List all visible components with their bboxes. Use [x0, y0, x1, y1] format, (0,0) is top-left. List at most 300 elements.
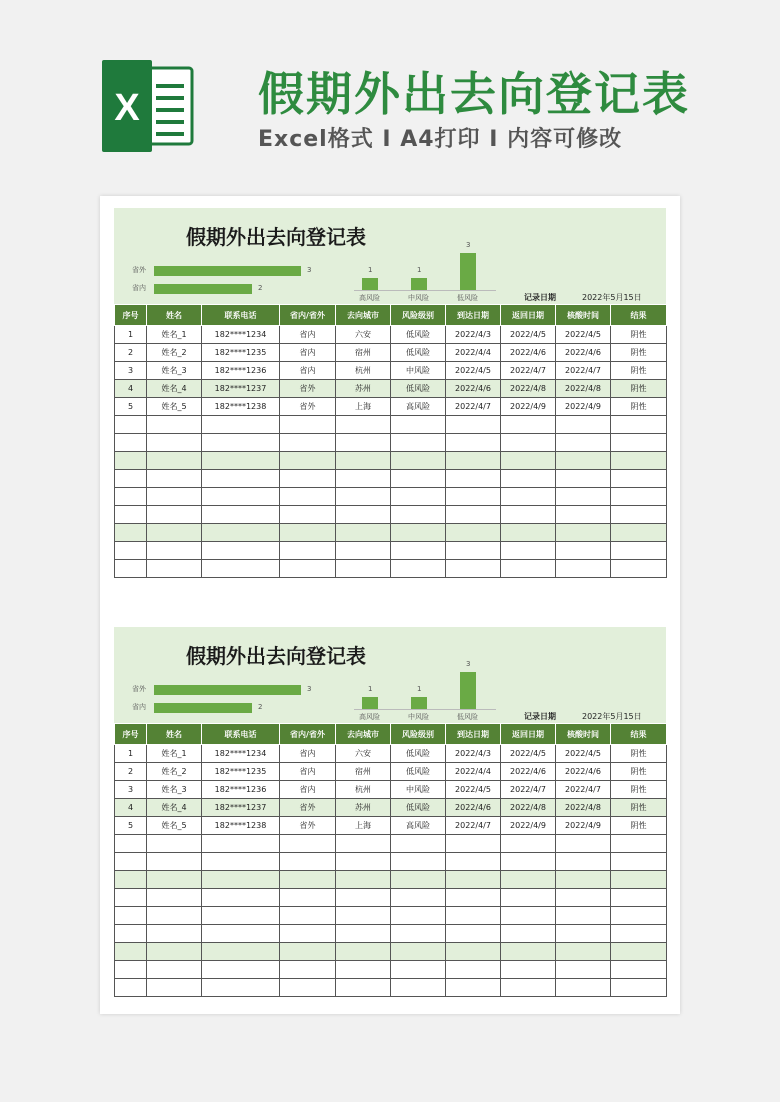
vbar-value: 1 [368, 265, 373, 274]
empty-cell [202, 961, 280, 979]
vbar [411, 697, 427, 709]
column-header: 省内/省外 [280, 724, 336, 745]
empty-cell [556, 452, 611, 470]
column-header: 序号 [115, 305, 147, 326]
table-cell: 2 [115, 344, 147, 362]
table-cell: 5 [115, 817, 147, 835]
empty-cell [280, 979, 336, 997]
table-cell: 182****1235 [202, 344, 280, 362]
empty-cell [446, 524, 501, 542]
table-cell: 杭州 [336, 362, 391, 380]
empty-cell [501, 488, 556, 506]
empty-cell [147, 871, 202, 889]
empty-cell [611, 470, 667, 488]
empty-cell [336, 979, 391, 997]
table-cell: 阴性 [611, 817, 667, 835]
vbar [362, 697, 378, 709]
table-cell: 3 [115, 362, 147, 380]
table-row [115, 853, 667, 871]
empty-cell [115, 853, 147, 871]
table-row [115, 979, 667, 997]
table-cell: 宿州 [336, 344, 391, 362]
empty-cell [446, 943, 501, 961]
empty-cell [556, 961, 611, 979]
table-cell: 姓名_5 [147, 817, 202, 835]
sheet-title: 假期外出去向登记表 [186, 644, 366, 668]
table-cell: 182****1237 [202, 799, 280, 817]
empty-cell [115, 961, 147, 979]
table-cell: 省内 [280, 344, 336, 362]
table-cell: 2022/4/3 [446, 326, 501, 344]
table-row [115, 488, 667, 506]
empty-cell [115, 835, 147, 853]
table-row [115, 817, 667, 835]
table-row [115, 745, 667, 763]
empty-cell [336, 925, 391, 943]
table-cell: 2 [115, 763, 147, 781]
empty-cell [446, 853, 501, 871]
vbar-label: 高风险 [359, 294, 380, 302]
table-head [115, 724, 667, 745]
table-row [115, 961, 667, 979]
table-cell: 省内 [280, 326, 336, 344]
table-cell: 2022/4/6 [446, 380, 501, 398]
empty-cell [280, 889, 336, 907]
table-row [115, 560, 667, 578]
table-cell: 182****1237 [202, 380, 280, 398]
empty-cell [501, 943, 556, 961]
table-row [115, 835, 667, 853]
table-cell: 2022/4/9 [556, 398, 611, 416]
table-cell: 4 [115, 799, 147, 817]
hbar [154, 685, 301, 695]
table-row [115, 326, 667, 344]
empty-cell [147, 488, 202, 506]
column-header: 返回日期 [501, 305, 556, 326]
empty-cell [115, 524, 147, 542]
table-cell: 姓名_1 [147, 326, 202, 344]
empty-cell [336, 871, 391, 889]
empty-cell [280, 961, 336, 979]
empty-cell [147, 560, 202, 578]
table-cell: 姓名_3 [147, 362, 202, 380]
table-cell: 1 [115, 326, 147, 344]
sheet-header-band [114, 208, 666, 304]
table-row [115, 542, 667, 560]
empty-cell [446, 470, 501, 488]
page-header [0, 0, 780, 190]
table-cell: 宿州 [336, 763, 391, 781]
table-cell: 苏州 [336, 799, 391, 817]
empty-cell [147, 835, 202, 853]
table-cell: 省内 [280, 745, 336, 763]
empty-cell [556, 889, 611, 907]
empty-cell [501, 524, 556, 542]
table-cell: 省外 [280, 380, 336, 398]
header-row [115, 724, 667, 745]
empty-cell [147, 961, 202, 979]
empty-cell [391, 470, 446, 488]
empty-cell [611, 907, 667, 925]
column-header: 序号 [115, 724, 147, 745]
empty-cell [115, 871, 147, 889]
excel-logo-icon [100, 60, 195, 152]
registration-table [114, 304, 667, 578]
table-cell: 2022/4/4 [446, 763, 501, 781]
empty-cell [202, 542, 280, 560]
empty-cell [501, 871, 556, 889]
empty-cell [446, 979, 501, 997]
empty-cell [147, 506, 202, 524]
empty-cell [611, 452, 667, 470]
column-header: 返回日期 [501, 724, 556, 745]
vbar-label: 低风险 [457, 294, 478, 302]
page-subtitle: Excel格式 I A4打印 I 内容可修改 [258, 127, 623, 152]
table-cell: 低风险 [391, 380, 446, 398]
empty-cell [336, 889, 391, 907]
empty-cell [202, 871, 280, 889]
table-row [115, 799, 667, 817]
table-row [115, 398, 667, 416]
empty-cell [391, 506, 446, 524]
hbar [154, 284, 252, 294]
table-cell: 182****1238 [202, 817, 280, 835]
empty-cell [611, 506, 667, 524]
record-date-value: 2022年5月15日 [582, 293, 642, 302]
table-row [115, 506, 667, 524]
column-header: 去向城市 [336, 305, 391, 326]
empty-cell [501, 452, 556, 470]
sheet-preview [100, 196, 680, 1014]
table-cell: 中风险 [391, 781, 446, 799]
table-row [115, 943, 667, 961]
column-header: 姓名 [147, 724, 202, 745]
vbar-value: 1 [368, 684, 373, 693]
table-cell: 2022/4/7 [556, 362, 611, 380]
table-cell: 182****1234 [202, 745, 280, 763]
empty-cell [556, 943, 611, 961]
empty-cell [556, 560, 611, 578]
table-cell: 2022/4/9 [556, 817, 611, 835]
empty-cell [202, 560, 280, 578]
table-row [115, 416, 667, 434]
empty-cell [280, 853, 336, 871]
empty-cell [336, 416, 391, 434]
table-cell: 2022/4/5 [446, 781, 501, 799]
vbar-label: 中风险 [408, 294, 429, 302]
empty-cell [556, 488, 611, 506]
empty-cell [446, 488, 501, 506]
empty-cell [446, 452, 501, 470]
sheet-title: 假期外出去向登记表 [186, 225, 366, 249]
table-cell: 姓名_3 [147, 781, 202, 799]
empty-cell [336, 943, 391, 961]
empty-cell [280, 871, 336, 889]
table-cell: 2022/4/5 [501, 326, 556, 344]
excel-logo-letter: X [114, 87, 140, 129]
empty-cell [391, 907, 446, 925]
table-cell: 姓名_2 [147, 763, 202, 781]
table-row [115, 344, 667, 362]
empty-cell [336, 452, 391, 470]
column-header: 到达日期 [446, 305, 501, 326]
empty-cell [115, 416, 147, 434]
header-row [115, 305, 667, 326]
table-row [115, 925, 667, 943]
empty-cell [611, 434, 667, 452]
empty-cell [280, 542, 336, 560]
empty-cell [280, 434, 336, 452]
empty-cell [115, 452, 147, 470]
empty-cell [115, 470, 147, 488]
table-cell: 182****1235 [202, 763, 280, 781]
table-row [115, 524, 667, 542]
table-cell: 六安 [336, 745, 391, 763]
table-cell: 姓名_4 [147, 380, 202, 398]
column-header: 核酸时间 [556, 724, 611, 745]
empty-cell [501, 979, 556, 997]
record-date-value: 2022年5月15日 [582, 712, 642, 721]
table-cell: 阴性 [611, 362, 667, 380]
table-cell: 2022/4/6 [501, 763, 556, 781]
empty-cell [202, 506, 280, 524]
table-cell: 阴性 [611, 398, 667, 416]
empty-cell [611, 853, 667, 871]
table-row [115, 470, 667, 488]
table-cell: 省外 [280, 398, 336, 416]
table-cell: 3 [115, 781, 147, 799]
empty-cell [147, 542, 202, 560]
empty-cell [202, 907, 280, 925]
table-cell: 姓名_1 [147, 745, 202, 763]
empty-cell [611, 925, 667, 943]
vbar-value: 3 [466, 660, 471, 669]
empty-cell [611, 542, 667, 560]
table-cell: 2022/4/7 [556, 781, 611, 799]
table-cell: 1 [115, 745, 147, 763]
empty-cell [147, 889, 202, 907]
table-cell: 2022/4/6 [556, 763, 611, 781]
empty-cell [611, 961, 667, 979]
empty-cell [336, 835, 391, 853]
empty-cell [446, 889, 501, 907]
column-header: 姓名 [147, 305, 202, 326]
table-cell: 省内 [280, 362, 336, 380]
empty-cell [202, 853, 280, 871]
empty-cell [336, 470, 391, 488]
column-header: 去向城市 [336, 724, 391, 745]
empty-cell [391, 542, 446, 560]
empty-cell [446, 542, 501, 560]
empty-cell [115, 907, 147, 925]
empty-cell [446, 961, 501, 979]
table-cell: 省外 [280, 817, 336, 835]
table-cell: 2022/4/3 [446, 745, 501, 763]
page-title: 假期外出去向登记表 [258, 67, 690, 121]
empty-cell [280, 907, 336, 925]
empty-cell [391, 889, 446, 907]
empty-cell [336, 853, 391, 871]
empty-cell [556, 853, 611, 871]
empty-cell [336, 560, 391, 578]
empty-cell [446, 925, 501, 943]
column-header: 到达日期 [446, 724, 501, 745]
table-cell: 高风险 [391, 817, 446, 835]
empty-cell [336, 488, 391, 506]
empty-cell [501, 835, 556, 853]
table-cell: 杭州 [336, 781, 391, 799]
table-cell: 省内 [280, 763, 336, 781]
hbar-label: 省外 [132, 685, 146, 693]
vbar-label: 高风险 [359, 713, 380, 721]
table-cell: 182****1236 [202, 362, 280, 380]
table-cell: 阴性 [611, 380, 667, 398]
table-cell: 182****1238 [202, 398, 280, 416]
table-cell: 上海 [336, 817, 391, 835]
empty-cell [147, 434, 202, 452]
empty-cell [280, 925, 336, 943]
empty-cell [115, 542, 147, 560]
record-date-label: 记录日期 [524, 293, 556, 302]
empty-cell [501, 925, 556, 943]
table-cell: 2022/4/8 [556, 380, 611, 398]
table-cell: 4 [115, 380, 147, 398]
table-cell: 2022/4/9 [501, 817, 556, 835]
empty-cell [446, 871, 501, 889]
empty-cell [501, 853, 556, 871]
empty-cell [391, 943, 446, 961]
table-cell: 姓名_5 [147, 398, 202, 416]
column-header: 结果 [611, 305, 667, 326]
empty-cell [556, 470, 611, 488]
table-cell: 六安 [336, 326, 391, 344]
table-cell: 2022/4/7 [501, 362, 556, 380]
empty-cell [202, 889, 280, 907]
table-head [115, 305, 667, 326]
empty-cell [336, 907, 391, 925]
empty-cell [336, 524, 391, 542]
table-cell: 姓名_2 [147, 344, 202, 362]
table-row [115, 871, 667, 889]
table-cell: 阴性 [611, 344, 667, 362]
hbar-value: 3 [307, 685, 312, 693]
empty-cell [446, 434, 501, 452]
table-cell: 低风险 [391, 763, 446, 781]
empty-cell [202, 943, 280, 961]
table-cell: 高风险 [391, 398, 446, 416]
empty-cell [115, 488, 147, 506]
empty-cell [202, 488, 280, 506]
empty-cell [280, 506, 336, 524]
chart-axis [354, 709, 496, 710]
vbar-label: 中风险 [408, 713, 429, 721]
empty-cell [115, 434, 147, 452]
table-body [115, 745, 667, 997]
empty-cell [202, 434, 280, 452]
empty-cell [280, 943, 336, 961]
hbar-label: 省外 [132, 266, 146, 274]
empty-cell [202, 925, 280, 943]
table-cell: 2022/4/6 [501, 344, 556, 362]
empty-cell [336, 506, 391, 524]
empty-cell [202, 524, 280, 542]
empty-cell [147, 979, 202, 997]
empty-cell [391, 871, 446, 889]
table-cell: 2022/4/7 [501, 781, 556, 799]
empty-cell [115, 979, 147, 997]
empty-cell [556, 979, 611, 997]
column-header: 结果 [611, 724, 667, 745]
table-cell: 2022/4/6 [556, 344, 611, 362]
vbar-value: 1 [417, 265, 422, 274]
empty-cell [501, 907, 556, 925]
empty-cell [501, 506, 556, 524]
empty-cell [147, 943, 202, 961]
table-cell: 阴性 [611, 326, 667, 344]
empty-cell [280, 452, 336, 470]
empty-cell [446, 506, 501, 524]
empty-cell [391, 560, 446, 578]
table-body [115, 326, 667, 578]
table-cell: 低风险 [391, 745, 446, 763]
empty-cell [115, 560, 147, 578]
empty-cell [391, 488, 446, 506]
empty-cell [391, 979, 446, 997]
empty-cell [611, 560, 667, 578]
chart-axis [354, 290, 496, 291]
empty-cell [391, 434, 446, 452]
empty-cell [501, 961, 556, 979]
empty-cell [446, 907, 501, 925]
empty-cell [391, 925, 446, 943]
empty-cell [611, 871, 667, 889]
registration-sheet-2 [114, 627, 666, 997]
hbar-value: 3 [307, 266, 312, 274]
hbar-value: 2 [258, 284, 263, 292]
empty-cell [611, 889, 667, 907]
empty-cell [501, 470, 556, 488]
empty-cell [115, 925, 147, 943]
empty-cell [147, 452, 202, 470]
empty-cell [280, 835, 336, 853]
empty-cell [336, 961, 391, 979]
empty-cell [556, 416, 611, 434]
table-cell: 182****1236 [202, 781, 280, 799]
table-cell: 2022/4/5 [556, 745, 611, 763]
empty-cell [280, 488, 336, 506]
empty-cell [501, 542, 556, 560]
table-cell: 低风险 [391, 326, 446, 344]
empty-cell [611, 488, 667, 506]
empty-cell [611, 979, 667, 997]
hbar [154, 703, 252, 713]
empty-cell [280, 470, 336, 488]
vbar-value: 3 [466, 241, 471, 250]
empty-cell [202, 470, 280, 488]
empty-cell [115, 506, 147, 524]
empty-cell [202, 835, 280, 853]
empty-cell [556, 925, 611, 943]
empty-cell [115, 889, 147, 907]
hbar-value: 2 [258, 703, 263, 711]
empty-cell [336, 434, 391, 452]
empty-cell [280, 560, 336, 578]
column-header: 联系电话 [202, 305, 280, 326]
empty-cell [336, 542, 391, 560]
empty-cell [202, 979, 280, 997]
table-row [115, 907, 667, 925]
empty-cell [446, 416, 501, 434]
